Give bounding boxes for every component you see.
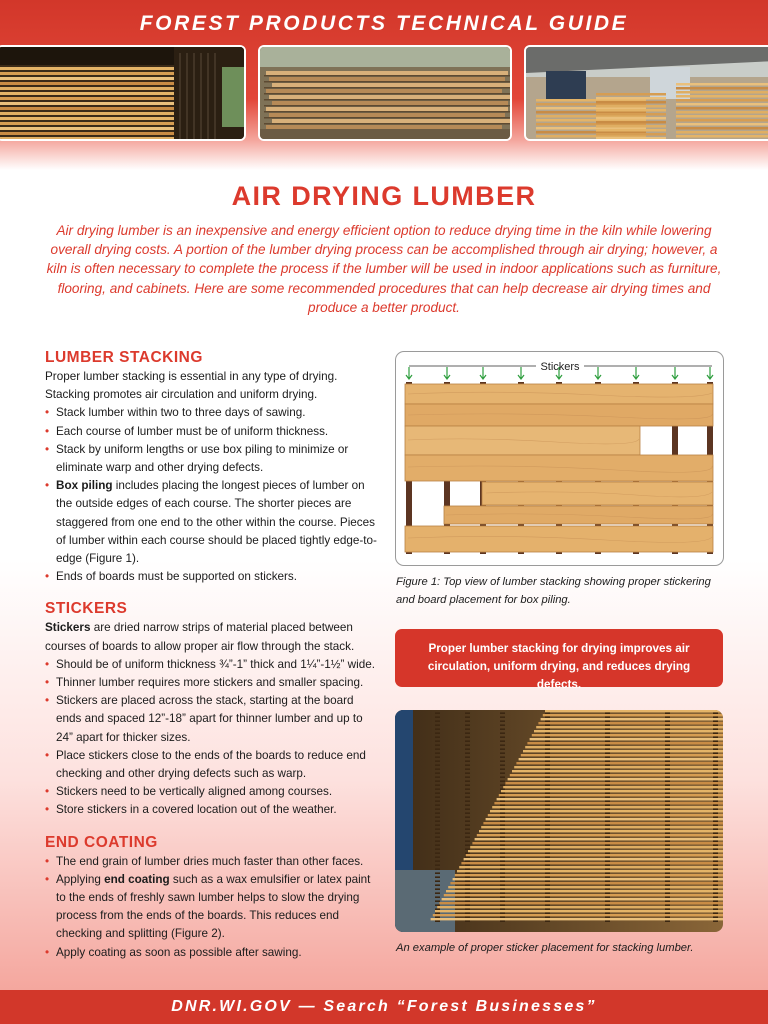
list-item: • Stack by uniform lengths or use box piling to minimize or eliminate warp and other drying defects.	[45, 441, 377, 477]
list-item: • Stickers need to be vertically aligned among courses.	[45, 783, 377, 801]
stickers-heading: STICKERS	[45, 600, 128, 618]
end-coating-pre: Applying	[56, 872, 105, 886]
list-item: • Stickers are placed across the stack, starting at the board ends and spaced 12”-18” apart for thinner lumber and up to 24” apart for thicker sizes.	[45, 692, 377, 747]
end-coating-list	[45, 853, 377, 962]
stickers-list	[45, 656, 377, 820]
header-banner	[0, 0, 768, 170]
list-item: • Apply coating as soon as possible after sawing.	[45, 944, 377, 962]
sticker-arrows	[406, 367, 713, 379]
callout-box: Proper lumber stacking for drying improves air circulation, uniform drying, and reduces drying defects.	[395, 629, 723, 687]
list-item: • Thinner lumber requires more stickers and smaller spacing.	[45, 674, 377, 692]
photo-caption: An example of proper sticker placement for stacking lumber.	[396, 942, 694, 954]
box-piling-term: Box piling	[56, 479, 113, 493]
figure1-caption: Figure 1: Top view of lumber stacking showing proper stickering and board placement for box piling.	[396, 576, 711, 606]
list-item: • Stack lumber within two to three days of sawing.	[45, 404, 377, 422]
list-item	[45, 871, 377, 944]
lumber-stacking-list	[45, 404, 377, 586]
lumber-stack-photo	[395, 710, 723, 932]
lumber-kiln-photo	[0, 45, 246, 141]
intro-paragraph: Air drying lumber is an inexpensive and energy efficient option to reduce drying time in the kiln while lowering overall drying costs. A portion of the lumber drying process can be accomplished through air drying; however, a kiln is often necessary to complete the process if the lumber will be used in indoor applications such as furniture, flooring, and cabinets. Here are some recommended procedures that can help decrease air drying times and produce a better product.	[46, 223, 722, 315]
list-item: • The end grain of lumber dries much faster than other faces.	[45, 853, 377, 871]
end-coating-heading: END COATING	[45, 833, 158, 851]
log-slabs-photo	[258, 45, 512, 141]
stickers-intro	[45, 619, 377, 655]
end-coating-term: end coating	[104, 872, 170, 886]
left-column	[45, 348, 377, 962]
footer-link[interactable]: DNR.WI.GOV — Search “Forest Businesses”	[0, 990, 768, 1024]
guide-title: FOREST PRODUCTS TECHNICAL GUIDE	[139, 12, 629, 35]
page-title: AIR DRYING LUMBER	[231, 181, 537, 211]
end-coating-text: such as a wax emulsifier or latex paint to the ends of freshly sawn lumber helps to slow the drying process from the ends of the boards. This reduces end checking and splitting (Figure 2).	[56, 872, 371, 941]
list-item: • Place stickers close to the ends of the boards to reduce end checking and other drying defects such as warp.	[45, 747, 377, 783]
list-item: • Should be of uniform thickness ¾”-1” thick and 1¼”-1½” wide.	[45, 656, 377, 674]
list-item: • Ends of boards must be supported on stickers.	[45, 568, 377, 586]
list-item: • Each course of lumber must be of uniform thickness.	[45, 423, 377, 441]
boards	[405, 384, 713, 552]
stickers-intro-text: are dried narrow strips of material placed between courses of boards to allow proper air flow through the stack.	[45, 621, 355, 653]
list-item: • Store stickers in a covered location out of the weather.	[45, 801, 377, 819]
stickers-label: Stickers	[540, 361, 580, 373]
stacking-diagram	[395, 351, 724, 566]
stickers-term: Stickers	[45, 621, 91, 635]
list-item	[45, 477, 377, 568]
lumber-stacking-heading: LUMBER STACKING	[45, 349, 203, 366]
lumber-yard-photo	[524, 45, 768, 141]
lumber-stacking-intro: Proper lumber stacking is essential in any type of drying. Stacking promotes air circulation and uniform drying.	[45, 370, 338, 402]
box-piling-text: includes placing the longest pieces of lumber on the outside edges of each course. The shorter pieces are staggered from one end to the other within the course. Pieces of lumber within each course should be placed tightly edge-to-edge (Figure 1).	[56, 479, 377, 566]
